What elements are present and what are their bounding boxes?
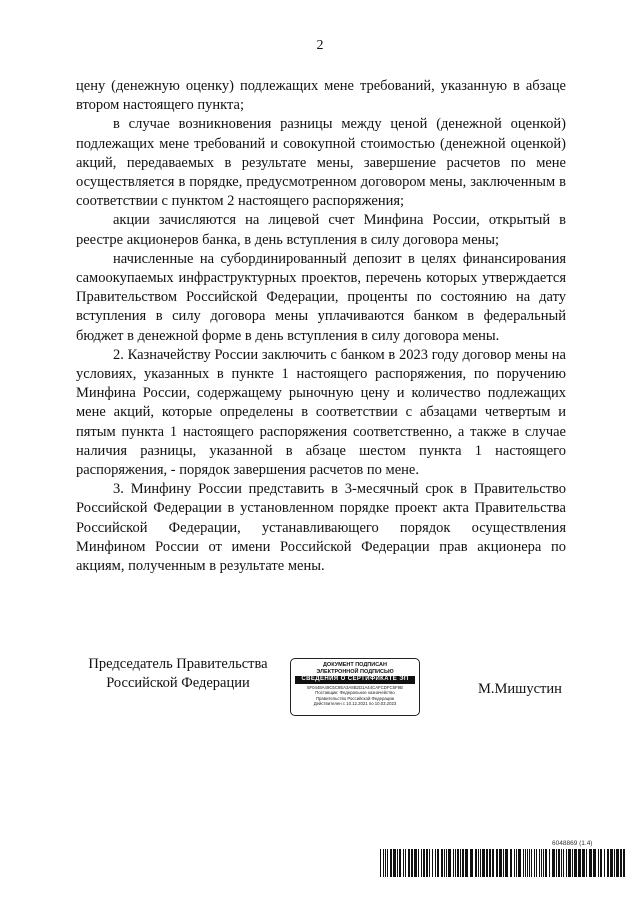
signatory-name: М.Мишустин bbox=[478, 681, 562, 697]
paragraph: акции зачисляются на лицевой счет Минфина России, открытый в реестре акционеров банка, в день вступления в силу договора мены; bbox=[76, 212, 566, 248]
barcode-icon bbox=[380, 849, 626, 877]
signatory-position-line: Российской Федерации bbox=[106, 675, 250, 691]
stamp-issuer: Поставщик: Федеральное казначейство bbox=[315, 690, 395, 696]
stamp-title: ЭЛЕКТРОННОЙ ПОДПИСЬЮ bbox=[316, 668, 394, 675]
stamp-title: ДОКУМЕНТ ПОДПИСАН bbox=[323, 662, 387, 668]
signatory-position-line: Председатель Правительства bbox=[88, 656, 268, 672]
stamp-owner: Правительство Российской Федерации bbox=[315, 695, 395, 701]
document-body bbox=[76, 77, 566, 576]
paragraph: цену (денежную оценку) подлежащих мене требований, указанную в абзаце втором настоящего пункта; bbox=[76, 78, 566, 114]
stamp-certificate-number: 5F0448A49C5C9EA3A8B2D1A44CAFCDFC5F9B bbox=[307, 684, 403, 690]
paragraph: 2. Казначейству России заключить с банком в 2023 году договор мены на условиях, указанных в пункте 1 настоящего распоряжения, по поручению Минфина России, содержащему рыночную цену и количество подлежащих мене акций, которые определены в соответствии с абзацами четвертым и пятым пункта 1 настоящего распоряжения соответственно, а также в случае наличия разницы, указанной в абзаце шестом пункта 1 настоящего распоряжения, - порядок завершения расчетов по мене. bbox=[76, 346, 566, 479]
electronic-signature-stamp bbox=[290, 658, 420, 716]
paragraph: 3. Минфину России представить в 3-месячный срок в Правительство Российской Федерации в установленном порядке проект акта Правительства Российской Федерации, устанавливающего порядок осуществления Минфином России от имени Российской Федерации прав акционера по акциям, полученным в результате мены. bbox=[76, 481, 566, 575]
barcode-label: 6048869 (1.4) bbox=[552, 840, 593, 847]
stamp-certificate-bar: СВЕДЕНИЯ О СЕРТИФИКАТЕ ЭП bbox=[295, 676, 415, 684]
paragraph: начисленные на субординированный депозит в целях финансирования самоокупаемых инфраструктурных проектов, перечень которых утверждается Правительством Российской Федерации, проценты по состоянию на дату вступления в силу договора мены уплачиваются банком в федеральный бюджет в денежной форме в день вступления в силу договора мены. bbox=[76, 250, 566, 344]
signatory-position bbox=[78, 655, 278, 693]
stamp-validity: Действителен с 10.12.2021 по 10.03.2023 bbox=[313, 701, 397, 707]
page-number: 2 bbox=[316, 38, 324, 53]
paragraph: в случае возникновения разницы между ценой (денежной оценкой) подлежащих мене требований и совокупной стоимостью (денежной оценкой) акций, передаваемых в результате мены, завершение расчетов по мене осуществляется в порядке, предусмотренном договором мены, заключенным в соответствии с пунктом 2 настоящего распоряжения; bbox=[76, 116, 566, 210]
